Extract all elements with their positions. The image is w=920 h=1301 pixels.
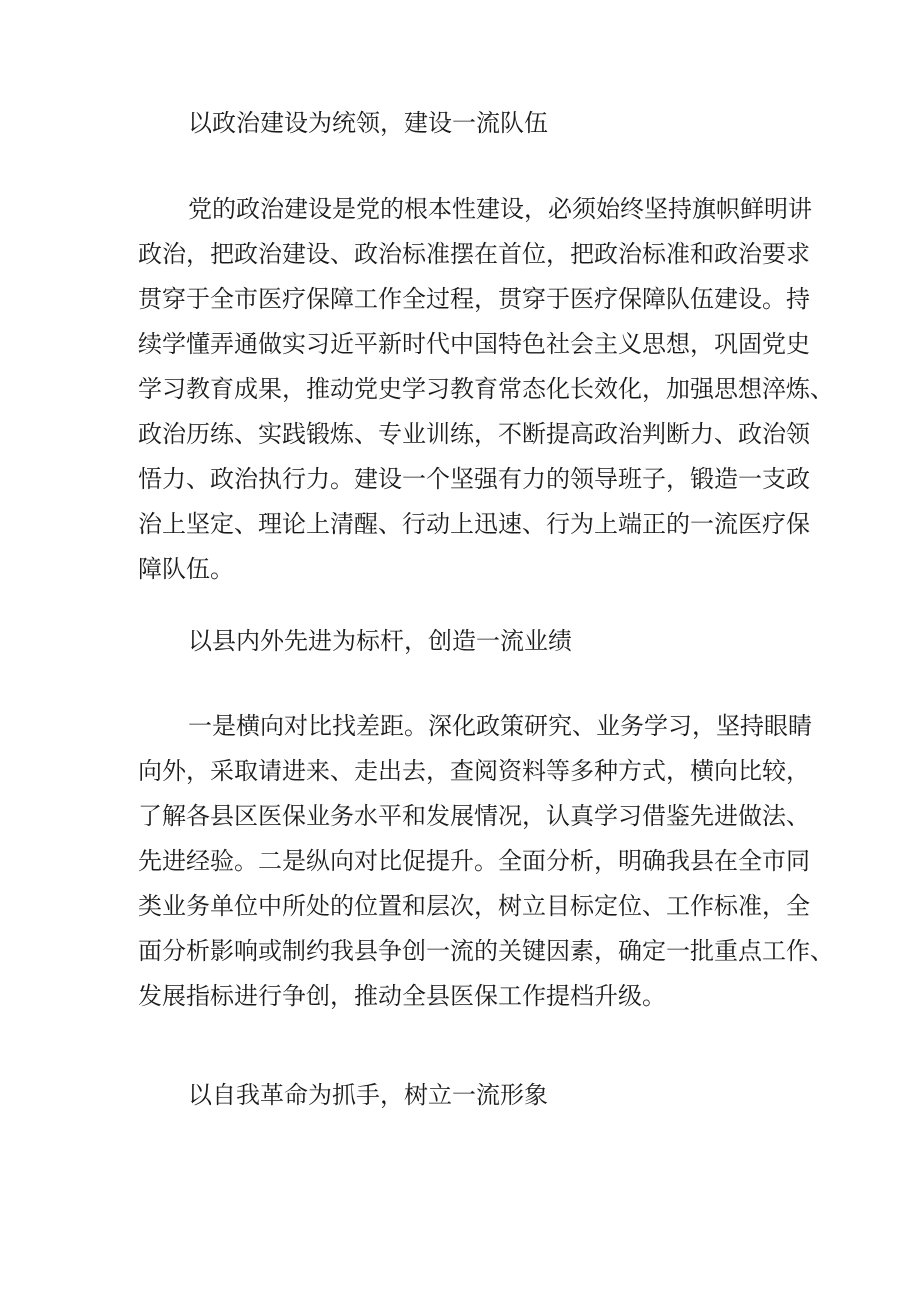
section-heading-benchmark-performance: 以县内外先进为标杆，创造一流业绩 [188, 627, 572, 655]
paragraph-line: 面分析影响或制约我县争创一流的关键因素，确定一批重点工作、 [138, 937, 834, 965]
paragraph-line: 向外，采取请进来、走出去，查阅资料等多种方式，横向比较， [138, 757, 810, 785]
paragraph-line: 治上坚定、理论上清醒、行动上迅速、行为上端正的一流医疗保 [138, 510, 810, 538]
paragraph-line: 悟力、政治执行力。建设一个坚强有力的领导班子，锻造一支政 [138, 465, 810, 493]
section-paragraph-political-construction [138, 187, 834, 592]
paragraph-line: 政治，把政治建设、政治标准摆在首位，把政治标准和政治要求 [138, 240, 810, 268]
paragraph-line: 障队伍。 [138, 555, 234, 583]
paragraph-line: 党的政治建设是党的根本性建设，必须始终坚持旗帜鲜明讲 [188, 195, 812, 223]
paragraph-line: 政治历练、实践锻炼、专业训练，不断提高政治判断力、政治领 [138, 420, 810, 448]
paragraph-line: 一是横向对比找差距。深化政策研究、业务学习，坚持眼睛 [188, 712, 812, 740]
paragraph-line: 发展指标进行争创，推动全县医保工作提档升级。 [138, 982, 666, 1010]
section-paragraph-benchmark-performance [138, 704, 834, 1019]
paragraph-line: 学习教育成果，推动党史学习教育常态化长效化，加强思想淬炼、 [138, 375, 834, 403]
paragraph-line: 贯穿于全市医疗保障工作全过程，贯穿于医疗保障队伍建设。持 [138, 285, 810, 313]
section-heading-self-revolution: 以自我革命为抓手，树立一流形象 [188, 1081, 548, 1109]
paragraph-line: 续学懂弄通做实习近平新时代中国特色社会主义思想，巩固党史 [138, 330, 810, 358]
paragraph-line: 先进经验。二是纵向对比促提升。全面分析，明确我县在全市同 [138, 847, 810, 875]
paragraph-line: 类业务单位中所处的位置和层次，树立目标定位、工作标准，全 [138, 892, 810, 920]
paragraph-line: 了解各县区医保业务水平和发展情况，认真学习借鉴先进做法、 [138, 802, 810, 830]
section-heading-political-construction: 以政治建设为统领，建设一流队伍 [188, 109, 548, 137]
